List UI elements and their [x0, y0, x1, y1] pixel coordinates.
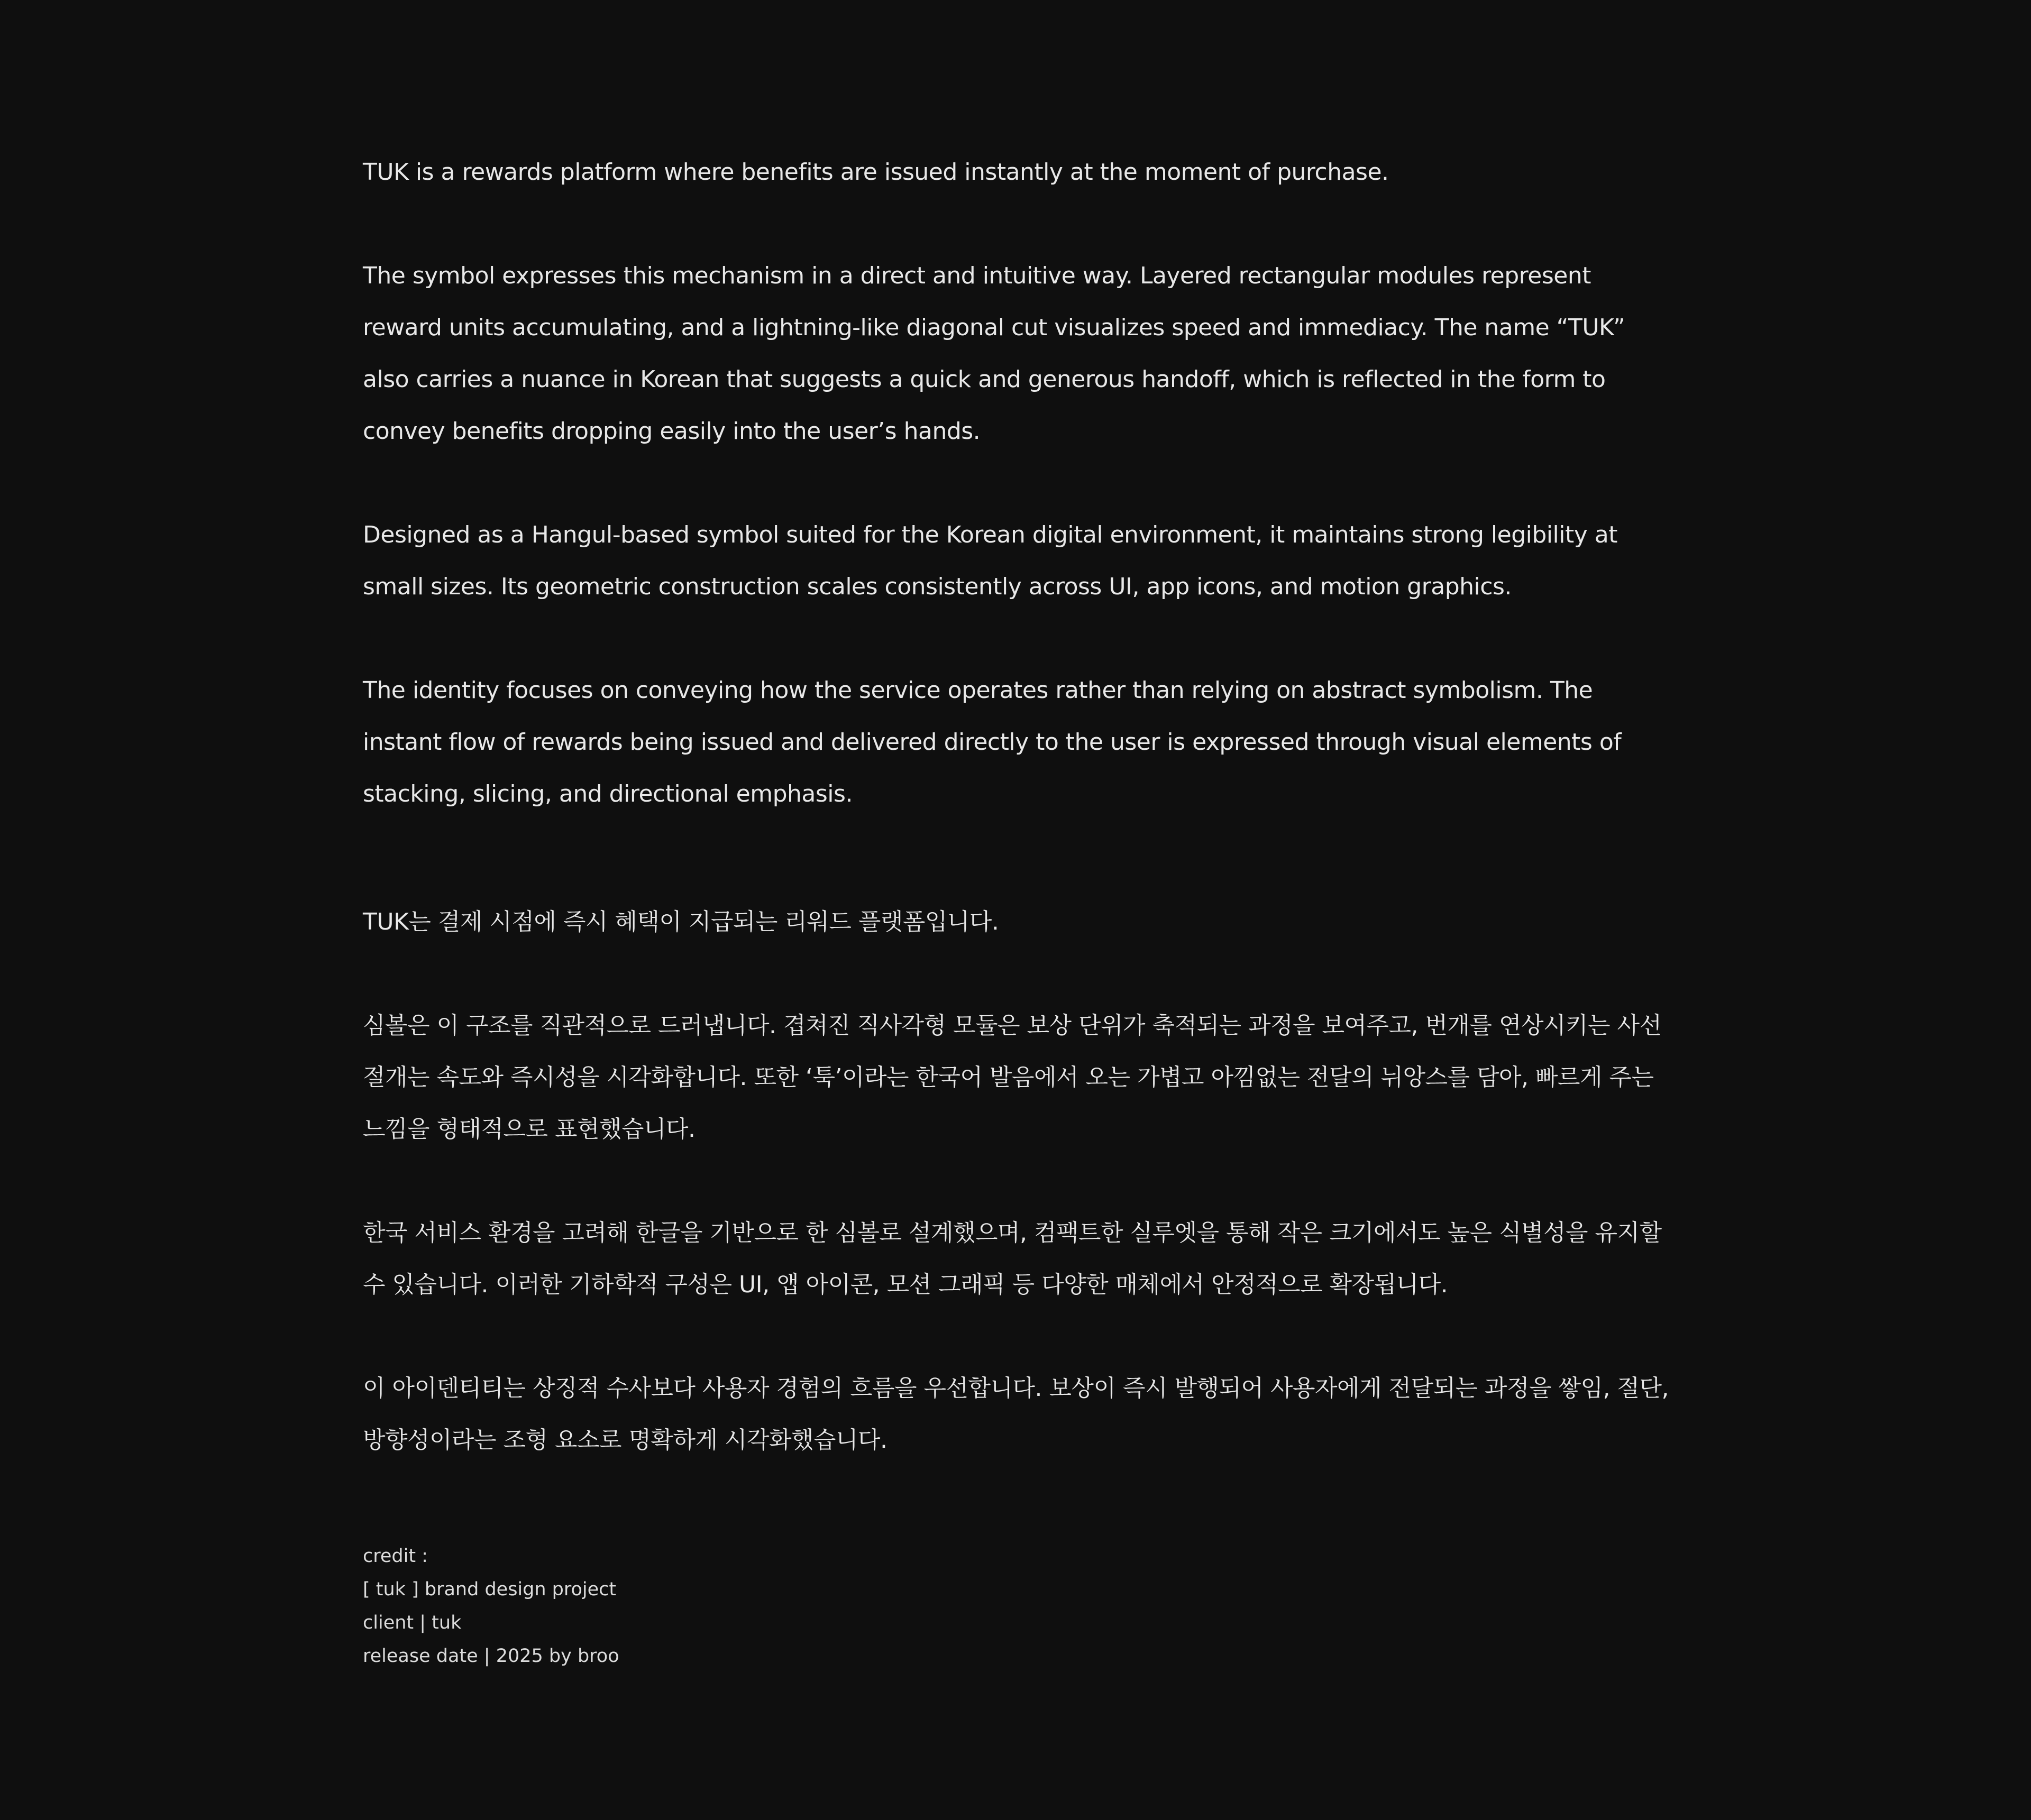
english-paragraph-identity: The identity focuses on conveying how the service operates rather than relying on abstract symbolism. The instant flow of rewards being issued and delivered directly to the user is expressed through visual elements of stacking, slicing, and directional emphasis. — [363, 677, 1622, 807]
korean-paragraph-hangul: 한국 서비스 환경을 고려해 한글을 기반으로 한 심볼로 설계했으며, 컴팩트한 실루엣을 통해 작은 크기에서도 높은 식별성을 유지할 수 있습니다. 이러한 기하학적 구성은 UI, 앱 아이콘, 모션 그래픽 등 다양한 매체에서 안정적으로 확장됩니다. — [363, 1219, 1662, 1298]
credit-project: [ tuk ] brand design project — [363, 1579, 617, 1600]
korean-paragraph-intro: TUK는 결제 시점에 즉시 혜택이 지급되는 리워드 플랫폼입니다. — [363, 908, 999, 935]
credit-release-date: release date | 2025 by broo — [363, 1646, 619, 1667]
credit-heading: credit : — [363, 1546, 428, 1567]
credit-section — [363, 1540, 619, 1673]
korean-paragraph-identity: 이 아이덴티티는 상징적 수사보다 사용자 경험의 흐름을 우선합니다. 보상이 즉시 발행되어 사용자에게 전달되는 과정을 쌓임, 절단, 방향성이라는 조형 요소로 명확하게 시각화했습니다. — [363, 1375, 1669, 1454]
english-paragraph-hangul: Designed as a Hangul-based symbol suited for the Korean digital environment, it maintains strong legibility at small sizes. Its geometric construction scales consistently across UI, app icons, and motion graphics. — [363, 521, 1617, 600]
english-description — [363, 146, 1675, 820]
english-paragraph-intro: TUK is a rewards platform where benefits are issued instantly at the moment of purchase. — [363, 159, 1389, 186]
english-paragraph-symbol: The symbol expresses this mechanism in a direct and intuitive way. Layered rectangular modules represent reward units accumulating, and a lightning-like diagonal cut visualizes speed and immediacy. The name “TUK” also carries a nuance in Korean that suggests a quick and generous handoff, which is reflected in the form to convey benefits dropping easily into the user’s hands. — [363, 262, 1625, 445]
paragraph-gap — [363, 613, 1675, 665]
paragraph-gap — [363, 457, 1675, 509]
paragraph-gap — [363, 948, 1675, 1000]
korean-description — [363, 896, 1675, 1466]
credit-client: client | tuk — [363, 1612, 462, 1633]
paragraph-gap — [363, 198, 1675, 250]
korean-paragraph-symbol: 심볼은 이 구조를 직관적으로 드러냅니다. 겹쳐진 직사각형 모듈은 보상 단위가 축적되는 과정을 보여주고, 번개를 연상시키는 사선 절개는 속도와 즉시성을 시각화합니다. 또한 ‘툭’이라는 한국어 발음에서 오는 가볍고 아낌없는 전달의 뉘앙스를 담아, 빠르게 주는 느낌을 형태적으로 표현했습니다. — [363, 1012, 1662, 1143]
paragraph-gap — [363, 1311, 1675, 1363]
paragraph-gap — [363, 1155, 1675, 1207]
